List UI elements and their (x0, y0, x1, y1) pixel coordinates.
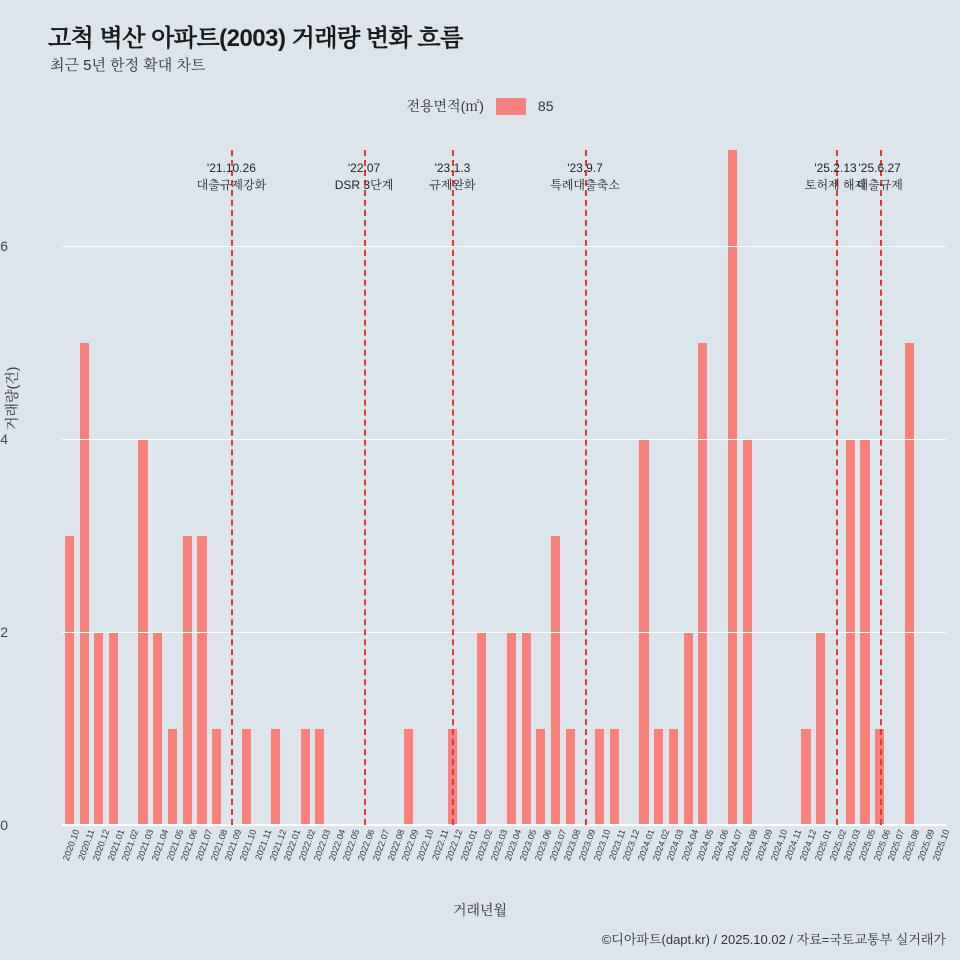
bar[interactable] (477, 632, 486, 825)
plot-area (62, 150, 946, 825)
x-axis-tick-label: 2021.12 (267, 828, 289, 863)
event-label (550, 160, 620, 194)
bar[interactable] (94, 632, 103, 825)
bar[interactable] (404, 729, 413, 825)
x-axis-tick-label: 2022.09 (400, 828, 421, 863)
bar[interactable] (65, 536, 74, 825)
x-axis-tick-label: 2023.09 (576, 828, 598, 863)
event-date: '22.07 (347, 161, 381, 175)
x-axis-tick-label: 2024.03 (665, 828, 686, 863)
bar[interactable] (610, 729, 619, 825)
grid-line (62, 632, 946, 633)
x-axis-tick-label: 2025.05 (856, 828, 878, 863)
x-axis-tick-label: 2022.08 (385, 828, 406, 863)
x-axis-tick-label: 2021.01 (105, 828, 126, 863)
event-label (429, 160, 475, 194)
x-axis-tick-label: 2022.12 (444, 828, 465, 863)
event-line (585, 150, 587, 825)
bar[interactable] (816, 632, 825, 825)
event-date: '21.10.26 (206, 161, 256, 175)
event-line (364, 150, 366, 825)
x-axis-tick-label: 2025.02 (827, 828, 848, 863)
bar[interactable] (153, 632, 162, 825)
bar[interactable] (109, 632, 118, 825)
page-subtitle: 최근 5년 한정 확대 차트 (50, 57, 206, 74)
x-axis-tick-label: 2021.05 (164, 828, 185, 863)
x-axis-tick-label: 2021.08 (208, 828, 230, 863)
y-axis-tick-label: 2 (0, 624, 8, 641)
event-date: '23.1.3 (434, 161, 471, 175)
bar[interactable] (536, 729, 545, 825)
y-axis-tick-label: 0 (0, 817, 8, 833)
x-axis-tick-label: 2024.02 (650, 828, 672, 863)
event-desc: 대출규제강화 (196, 178, 267, 192)
bar[interactable] (242, 729, 251, 825)
x-axis-tick-label: 2025.06 (871, 828, 893, 863)
bar[interactable] (301, 729, 310, 825)
grid-line (62, 825, 946, 826)
bar[interactable] (183, 536, 192, 825)
x-axis-tick-label: 2024.07 (724, 828, 745, 863)
x-axis-tick-label: 2021.02 (120, 828, 141, 863)
x-axis-tick-label: 2022.07 (370, 828, 392, 863)
bar[interactable] (197, 536, 206, 825)
bar[interactable] (698, 343, 707, 825)
x-axis-tick-label: 2022.04 (326, 828, 347, 863)
x-axis-tick-label: 2023.01 (459, 828, 480, 863)
bar[interactable] (168, 729, 177, 825)
bar[interactable] (905, 343, 914, 825)
x-axis-tick-label: 2024.09 (753, 828, 775, 863)
x-axis-tick-label: 2021.07 (193, 828, 215, 863)
x-axis-tick-label: 2025.07 (886, 828, 907, 863)
x-axis-tick-label: 2022.02 (296, 828, 318, 863)
x-axis-tick-label: 2023.03 (488, 828, 510, 863)
x-axis-tick-label: 2023.05 (517, 828, 539, 863)
x-axis-tick-label: 2024.12 (797, 828, 819, 863)
x-axis-tick-label: 2025.01 (812, 828, 834, 863)
x-axis-tick-label: 2024.05 (694, 828, 716, 863)
event-line (452, 150, 454, 825)
x-axis-tick-label: 2021.09 (223, 828, 244, 863)
event-label (335, 160, 394, 194)
chart-legend (0, 96, 960, 116)
x-axis-tick-label: 2023.08 (562, 828, 583, 863)
bar[interactable] (212, 729, 221, 825)
x-axis-tick-label: 2025.09 (915, 828, 937, 863)
event-line (231, 150, 233, 825)
x-axis-tick-label: 2021.04 (149, 828, 171, 863)
event-date: '25.6.27 (858, 161, 901, 175)
footer-credit: ©디아파트(dapt.kr) / 2025.10.02 / 자료=국토교통부 실거래가 (601, 932, 946, 947)
legend-swatch-85 (496, 98, 526, 115)
bar[interactable] (728, 150, 737, 825)
x-axis-tick-label: 2024.06 (709, 828, 731, 863)
x-axis-tick-label: 2021.06 (179, 828, 200, 863)
event-label (197, 160, 267, 194)
x-axis-tick-label: 2025.03 (842, 828, 863, 863)
bar[interactable] (684, 632, 693, 825)
bar[interactable] (669, 729, 678, 825)
x-axis-tick-label: 2025.08 (901, 828, 922, 863)
grid-line (62, 246, 946, 247)
y-axis-tick-label: 4 (0, 431, 8, 448)
x-axis-tick-label: 2023.12 (621, 828, 642, 863)
x-axis-tick-label: 2023.04 (503, 828, 524, 863)
event-desc: 토허제 해제 (804, 178, 867, 192)
x-axis-tick-label: 2022.01 (282, 828, 303, 863)
x-axis-tick-label: 2023.11 (606, 828, 627, 862)
x-axis-tick-label: 2023.02 (473, 828, 495, 863)
y-axis-title: 거래량(건) (4, 366, 20, 430)
x-axis-tick-label: 2021.11 (252, 828, 274, 862)
x-axis-tick-label: 2024.10 (768, 828, 789, 863)
x-axis-tick-label: 2025.10 (930, 828, 952, 863)
bar[interactable] (522, 632, 531, 825)
event-date: '25.2.13 (814, 161, 857, 175)
x-axis-ticks (61, 828, 952, 908)
x-axis-line (62, 824, 946, 825)
bar[interactable] (315, 729, 324, 825)
x-axis-title: 거래년월 (452, 902, 508, 918)
bar-series-85 (62, 150, 946, 825)
x-axis-tick-label: 2024.01 (635, 828, 657, 863)
x-axis-tick-label: 2024.08 (738, 828, 760, 863)
event-desc: 규제완화 (429, 178, 476, 192)
x-axis-tick-label: 2022.05 (341, 828, 362, 863)
x-axis-tick-label: 2024.11 (783, 828, 804, 862)
x-axis-tick-label: 2024.04 (680, 828, 701, 863)
event-line (836, 150, 838, 825)
event-desc: 대출규제 (856, 178, 903, 192)
x-axis-tick-label: 2023.06 (532, 828, 554, 863)
x-axis-tick-label: 2022.06 (355, 828, 377, 863)
event-desc: 특례대출축소 (550, 178, 620, 192)
x-axis-tick-label: 2023.10 (591, 828, 613, 863)
legend-series-name: 85 (537, 98, 554, 114)
page-title: 고척 벽산 아파트(2003) 거래량 변화 흐름 (48, 25, 463, 52)
x-axis-tick-label: 2021.03 (134, 828, 156, 863)
x-axis-tick-label: 2021.10 (238, 828, 259, 863)
event-label (857, 160, 903, 194)
bar[interactable] (271, 729, 280, 825)
bar[interactable] (80, 343, 89, 825)
bar[interactable] (595, 729, 604, 825)
bar[interactable] (551, 536, 560, 825)
x-axis-tick-label: 2020.12 (90, 828, 112, 863)
x-axis-tick-label: 2020.10 (61, 828, 82, 863)
bar[interactable] (507, 632, 516, 825)
bar[interactable] (654, 729, 663, 825)
event-line (880, 150, 882, 825)
y-axis-tick-label: 6 (0, 238, 8, 255)
x-axis-tick-label: 2023.07 (547, 828, 568, 863)
x-axis-tick-label: 2022.10 (414, 828, 436, 863)
event-date: '23.9.7 (567, 161, 603, 175)
bar[interactable] (801, 729, 810, 825)
x-axis-tick-label: 2020.11 (76, 828, 97, 862)
legend-axis-label: 전용면적(㎡) (406, 98, 484, 114)
bar[interactable] (566, 729, 575, 825)
x-axis-tick-label: 2022.11 (429, 828, 451, 862)
grid-line (62, 439, 946, 440)
event-desc: DSR 3단계 (334, 178, 394, 192)
x-axis-tick-label: 2022.03 (311, 828, 333, 863)
